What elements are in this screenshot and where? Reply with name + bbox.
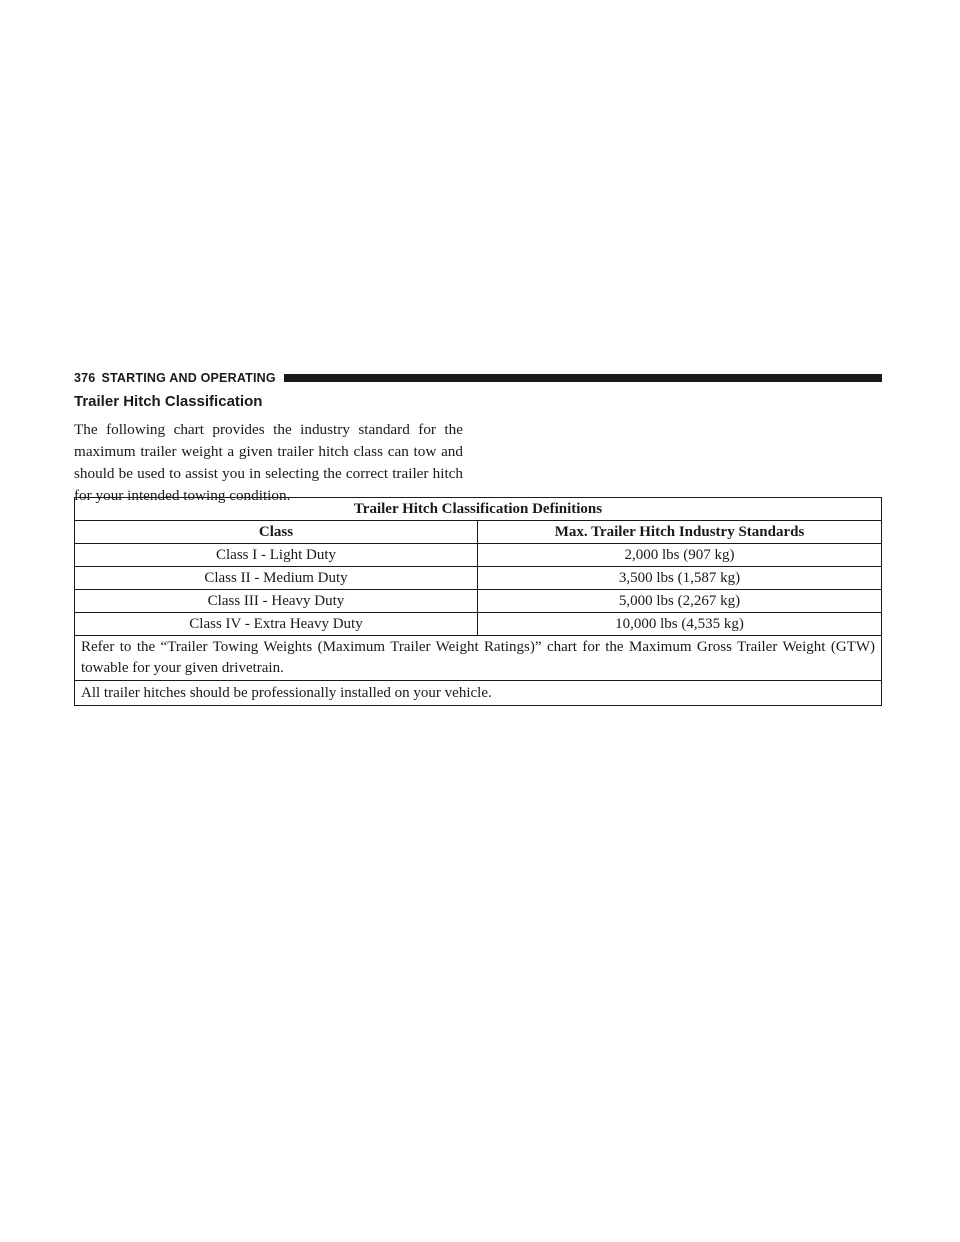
class-cell: Class III - Heavy Duty: [75, 590, 478, 613]
table-note-gtw: Refer to the “Trailer Towing Weights (Maximum Trailer Weight Ratings)” chart for the Maximum Gross Trailer Weight (GTW) towable for your given drivetrain.: [75, 636, 882, 681]
section-heading: Trailer Hitch Classification: [74, 393, 263, 410]
header-rule: [284, 374, 882, 382]
table-row: [75, 544, 882, 567]
class-cell: Class I - Light Duty: [75, 544, 478, 567]
table-title-row: [75, 498, 882, 521]
hitch-classification-table: [74, 497, 882, 706]
table-note-row: [75, 681, 882, 706]
table-header-row: [75, 521, 882, 544]
table-row: [75, 567, 882, 590]
weight-cell: 2,000 lbs (907 kg): [478, 544, 882, 567]
table-note-installation: All trailer hitches should be professionally installed on your vehicle.: [75, 681, 882, 706]
weight-cell: 3,500 lbs (1,587 kg): [478, 567, 882, 590]
intro-paragraph: The following chart provides the industry standard for the maximum trailer weight a given trailer hitch class can tow and should be used to assist you in selecting the correct trailer hitch for your intended towing condition.: [74, 421, 463, 504]
table-note-row: [75, 636, 882, 681]
section-name: STARTING AND OPERATING: [101, 371, 276, 385]
table-title: Trailer Hitch Classification Definitions: [75, 498, 882, 521]
table-row: [75, 590, 882, 613]
column-header-class: Class: [75, 521, 478, 544]
page-header: [74, 370, 882, 386]
weight-cell: 5,000 lbs (2,267 kg): [478, 590, 882, 613]
weight-cell: 10,000 lbs (4,535 kg): [478, 613, 882, 636]
table-row: [75, 613, 882, 636]
class-cell: Class II - Medium Duty: [75, 567, 478, 590]
class-cell: Class IV - Extra Heavy Duty: [75, 613, 478, 636]
page-number: 376: [74, 371, 96, 385]
column-header-standards: Max. Trailer Hitch Industry Standards: [478, 521, 882, 544]
